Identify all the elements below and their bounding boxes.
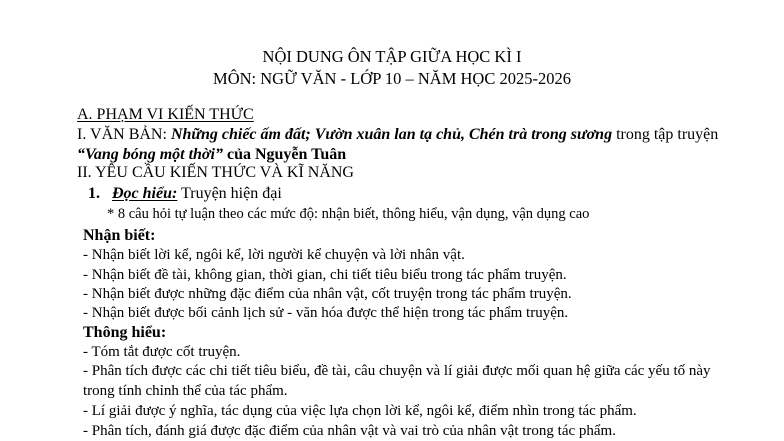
section-a-heading-text: A. PHẠM VI KIẾN THỨC xyxy=(77,106,254,123)
section-ii-heading-text: II. YÊU CẦU KIẾN THỨC VÀ KĨ NĂNG xyxy=(77,164,354,181)
nhan-biet-line: - Nhận biết được bối cảnh lịch sử - văn hóa được thể hiện trong tác phẩm truyện. xyxy=(83,305,569,321)
section-i-label: I. VĂN BẢN: xyxy=(77,126,167,143)
item-1-label: Đọc hiểu: xyxy=(112,185,178,202)
section-ii-heading xyxy=(77,165,354,181)
item-1-number: 1. xyxy=(88,185,100,202)
section-a-heading xyxy=(77,107,254,123)
nhan-biet-line: - Nhận biết lời kể, ngôi kể, lời người kể chuyện và lời nhân vật. xyxy=(83,247,465,263)
thong-hieu-line: - Tóm tắt được cốt truyện. xyxy=(83,344,241,360)
section-i-continuation xyxy=(77,147,346,163)
thong-hieu-heading-text: Thông hiểu: xyxy=(83,324,167,341)
nhan-biet-line: - Nhận biết đề tài, không gian, thời gian, chi tiết tiêu biểu trong tác phẩm truyện. xyxy=(83,267,567,283)
section-i-author: của Nguyễn Tuân xyxy=(222,146,347,163)
item-1 xyxy=(88,186,282,202)
thong-hieu-heading xyxy=(83,325,166,341)
document-subtitle: MÔN: NGỮ VĂN - LỚP 10 – NĂM HỌC 2025-2026 xyxy=(213,69,571,88)
document-title: NỘI DUNG ÔN TẬP GIỮA HỌC KÌ I xyxy=(262,47,522,66)
nhan-biet-heading-text: Nhận biết: xyxy=(83,227,156,244)
nhan-biet-line: - Nhận biết được những đặc điểm của nhân vật, cốt truyện trong tác phẩm truyện. xyxy=(83,286,572,302)
thong-hieu-line: - Lí giải được ý nghĩa, tác dụng của việc lựa chọn lời kể, ngôi kể, điểm nhìn trong tác phẩm. xyxy=(83,403,637,419)
section-i-works: Những chiếc ấm đất; Vườn xuân lan tạ chủ, Chén trà trong sương xyxy=(170,126,613,143)
section-i-tail: trong tập truyện xyxy=(612,126,719,143)
item-1-note: * 8 câu hỏi tự luận theo các mức độ: nhận biết, thông hiểu, vận dụng, vận dụng cao xyxy=(107,206,590,222)
section-i-line xyxy=(77,127,718,143)
thong-hieu-line: - Phân tích, đánh giá được đặc điểm của nhân vật và vai trò của nhân vật trong tác phẩm. xyxy=(83,423,616,439)
nhan-biet-heading xyxy=(83,228,155,244)
thong-hieu-line: - Phân tích được các chi tiết tiêu biểu, đề tài, câu chuyện và lí giải được mối quan hệ giữa các yếu tố này xyxy=(83,363,711,379)
section-i-book: “Vang bóng một thời” xyxy=(77,146,223,163)
thong-hieu-line: trong tính chỉnh thể của tác phẩm. xyxy=(83,383,288,399)
item-1-text: Truyện hiện đại xyxy=(177,185,282,202)
